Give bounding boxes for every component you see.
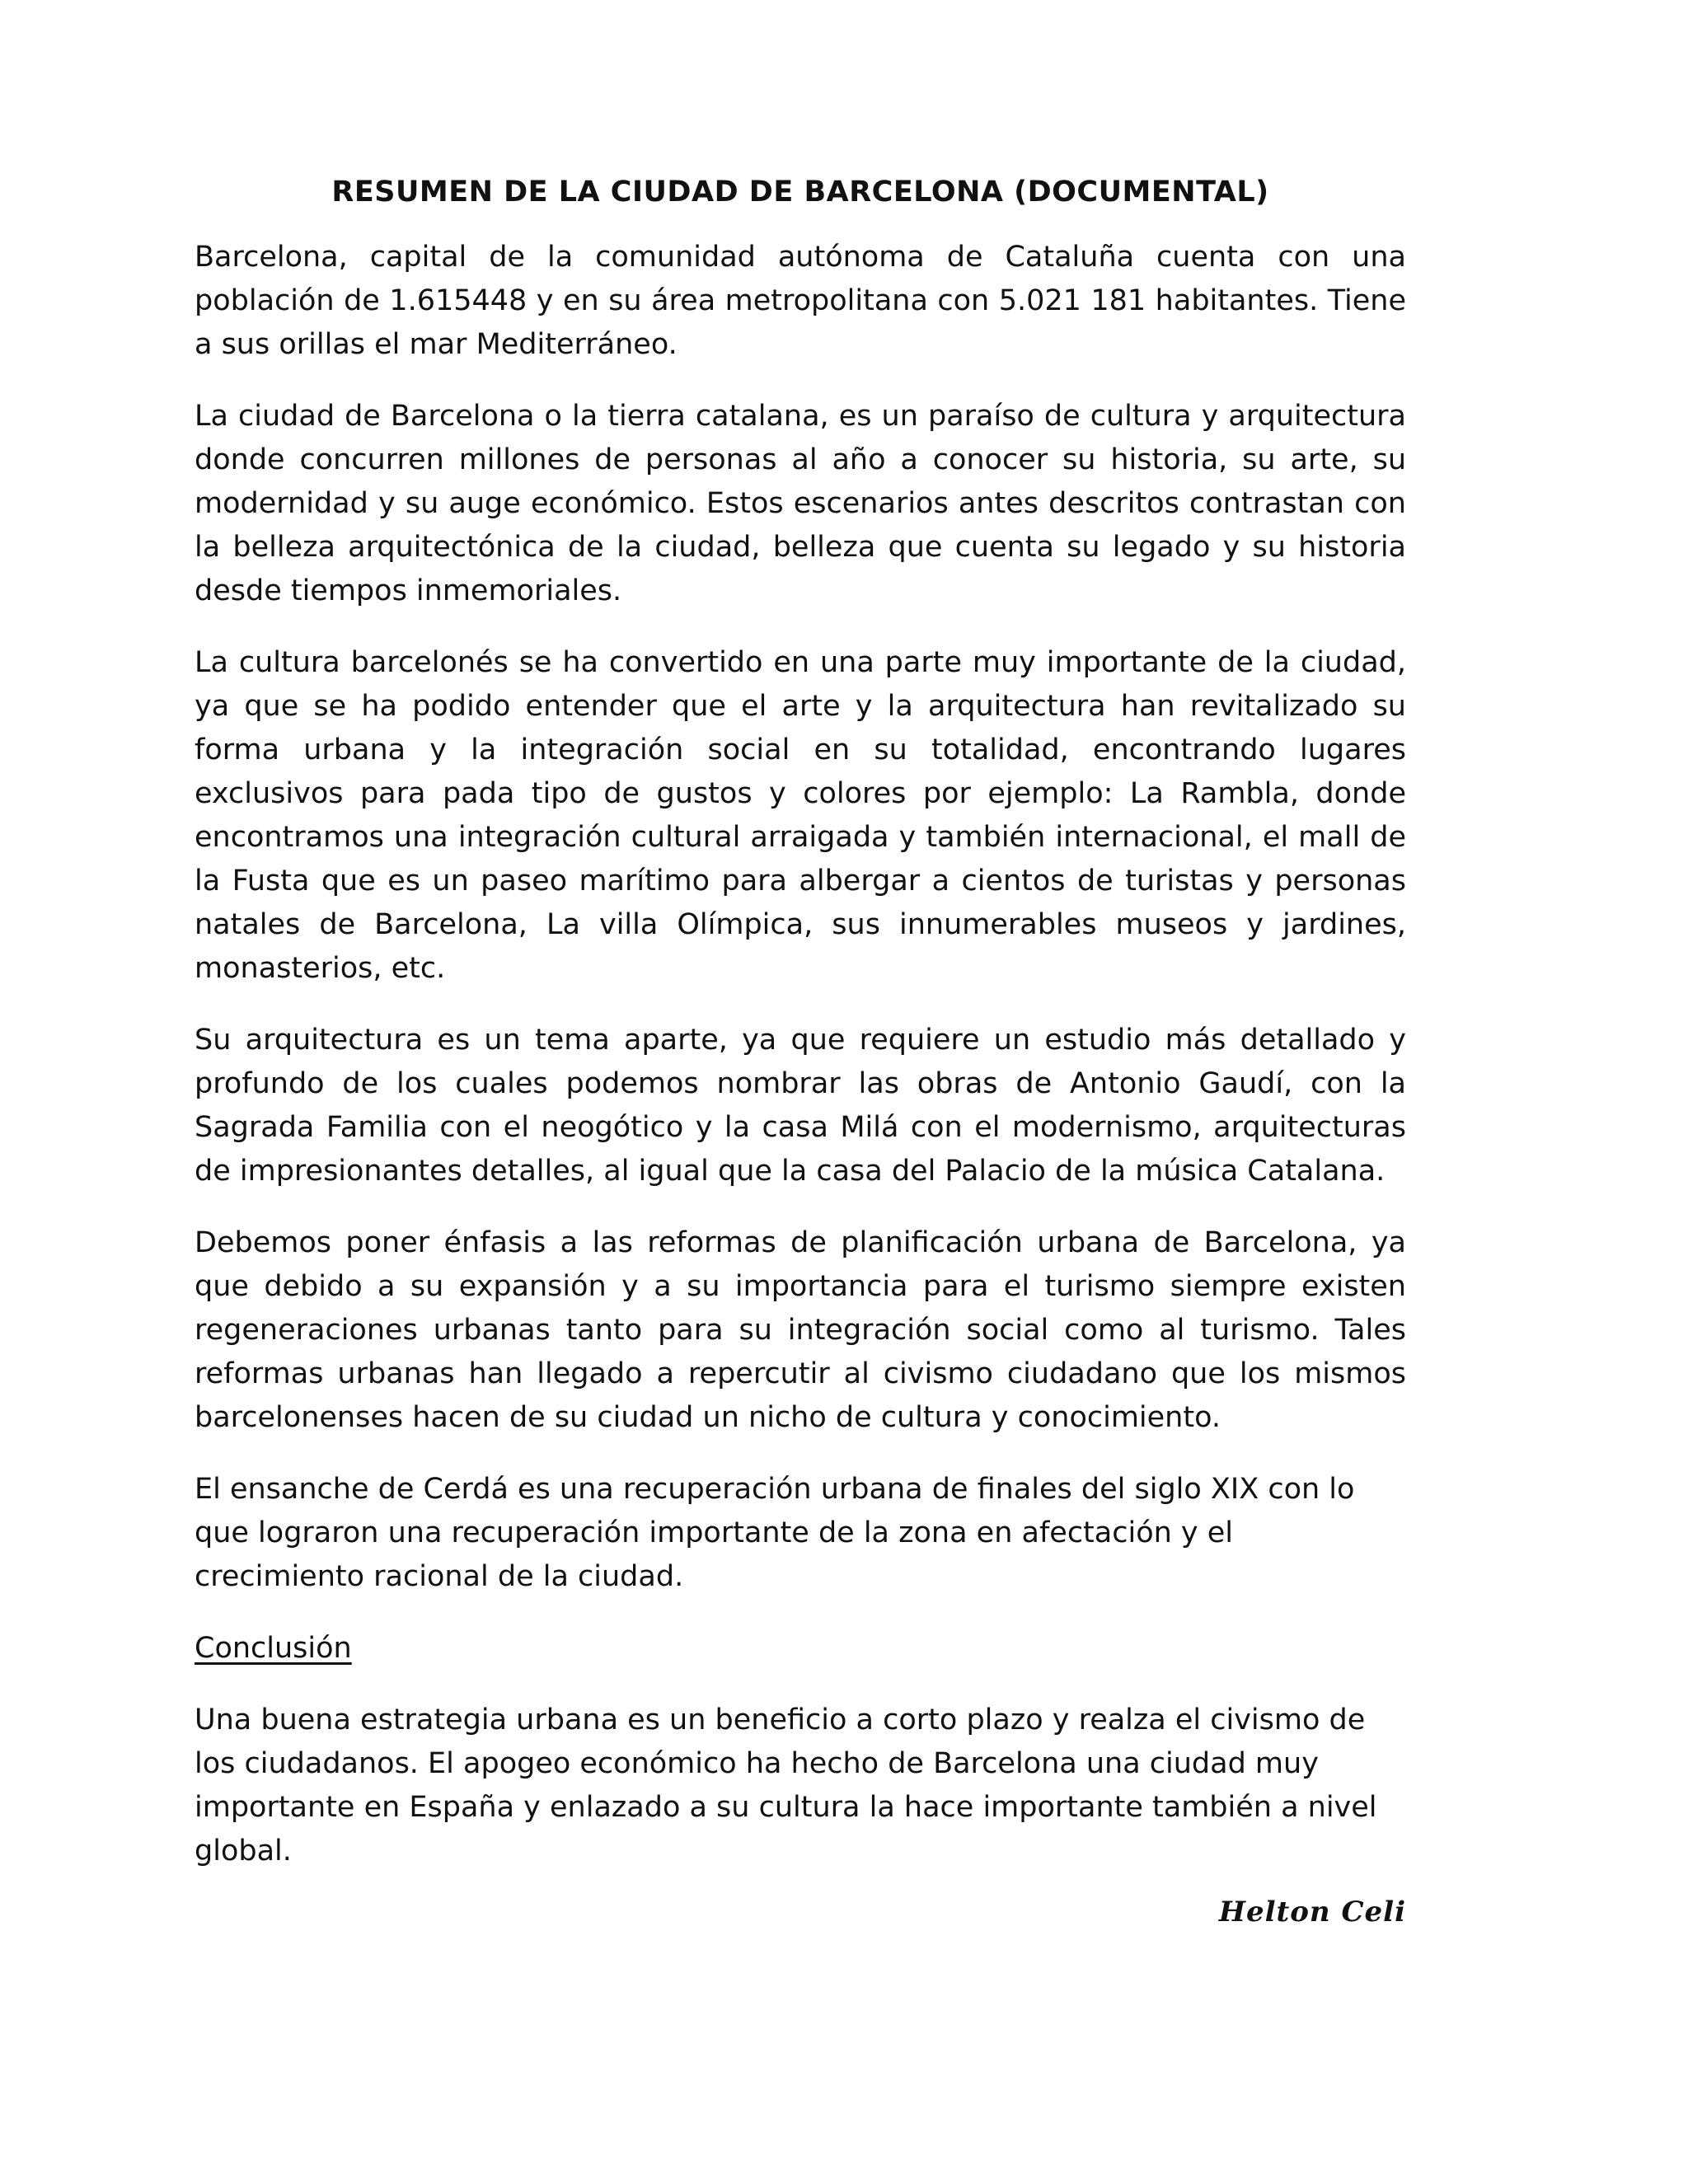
document-title: RESUMEN DE LA CIUDAD DE BARCELONA (DOCUMENTAL) xyxy=(331,176,1269,209)
paragraph-barcelona-culture: La cultura barcelonés se ha convertido en una parte muy importante de la ciudad, ya que se ha podido entender que el arte y la arquitectura han revitalizado su forma urbana y la integración social en su totalidad, encontrando lugares exclusivos para pada tipo de gustos y colores por ejemplo: La Rambla, donde encontramos una integración cultural arraigada y también internacional, el mall de la Fusta que es un paseo marítimo para albergar a cientos de turistas y personas natales de Barcelona, La villa Olímpica, sus innumerables museos y jardines, monasterios, etc. xyxy=(195,646,1406,985)
paragraph-architecture: Su arquitectura es un tema aparte, ya que requiere un estudio más detallado y profundo de los cuales podemos nombrar las obras de Antonio Gaudí, con la Sagrada Familia con el neogótico y la casa Milá con el modernismo, arquitecturas de impresionantes detalles, al igual que la casa del Palacio de la música Catalana. xyxy=(195,1024,1406,1188)
document-page xyxy=(195,173,1406,1901)
author-signature: Helton Celi xyxy=(1218,1896,1406,1929)
conclusion-paragraph: Una buena estrategia urbana es un beneficio a corto plazo y realza el civismo de los ciudadanos. El apogeo económico ha hecho de Barcelona una ciudad muy importante en España y enlazado a su cultura la hace importante también a nivel global. xyxy=(195,1704,1377,1868)
conclusion-heading: Conclusión xyxy=(195,1632,352,1665)
paragraph-culture-architecture: La ciudad de Barcelona o la tierra catalana, es un paraíso de cultura y arquitectura donde concurren millones de personas al año a conocer su historia, su arte, su modernidad y su auge económico. Estos escenarios antes descritos contrastan con la belleza arquitectónica de la ciudad, belleza que cuenta su legado y su historia desde tiempos inmemoriales. xyxy=(195,400,1406,607)
paragraph-intro: Barcelona, capital de la comunidad autónoma de Cataluña cuenta con una población de 1.615448 y en su área metropolitana con 5.021 181 habitantes. Tiene a sus orillas el mar Mediterráneo. xyxy=(195,241,1406,361)
paragraph-urban-reforms: Debemos poner énfasis a las reformas de planificación urbana de Barcelona, ya que debido a su expansión y a su importancia para el turismo siempre existen regeneraciones urbanas tanto para su integración social como al turismo. Tales reformas urbanas han llegado a repercutir al civismo ciudadano que los mismos barcelonenses hacen de su ciudad un nicho de cultura y conocimiento. xyxy=(195,1226,1406,1434)
paragraph-cerda-ensanche: El ensanche de Cerdá es una recuperación urbana de finales del siglo XIX con lo que lograron una recuperación importante de la zona en afectación y el crecimiento racional de la ciudad. xyxy=(195,1473,1355,1593)
